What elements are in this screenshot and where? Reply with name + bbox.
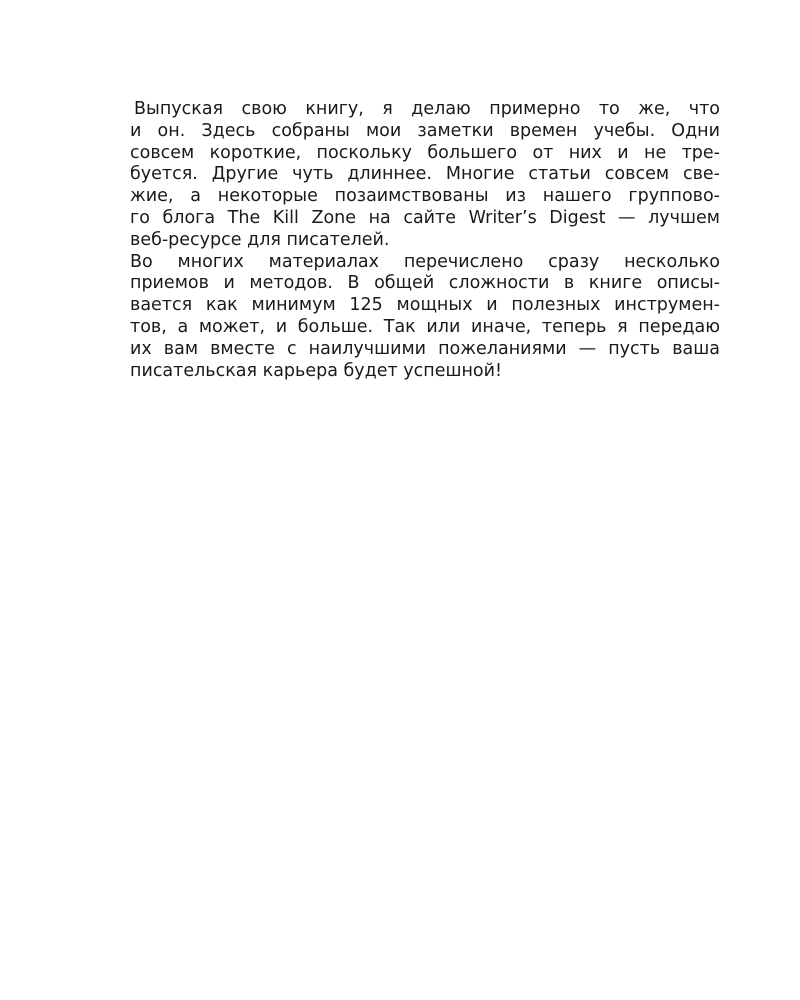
text-line: вается как минимум 125 мощных и полезных инструмен- [130,295,720,316]
text-line: тов, а может, и больше. Так или иначе, теперь я передаю [130,316,720,337]
text-line: веб-ресурсе для писателей. [130,229,390,250]
text-line: буется. Другие чуть длиннее. Многие статьи совсем све- [130,164,720,185]
text-line: жие, а некоторые позаимствованы из нашего группово- [130,186,720,207]
body-text [130,99,720,382]
text-line: совсем короткие, поскольку большего от них и не тре- [130,142,720,163]
text-line: Во многих материалах перечислено сразу несколько [130,251,720,272]
text-line: их вам вместе с наилучшими пожеланиями — пусть ваша [130,338,720,359]
paragraph-1 [130,99,720,252]
text-line: Выпуская свою книгу, я делаю примерно то же, что [134,99,720,119]
text-line: писательская карьера будет успешной! [130,360,503,381]
paragraph-2 [130,252,720,383]
text-line: и он. Здесь собраны мои заметки времен учебы. Одни [130,120,720,141]
text-line: приемов и методов. В общей сложности в книге описы- [130,273,720,294]
text-line: го блога The Kill Zone на сайте Writer’s Digest — лучшем [130,207,720,228]
